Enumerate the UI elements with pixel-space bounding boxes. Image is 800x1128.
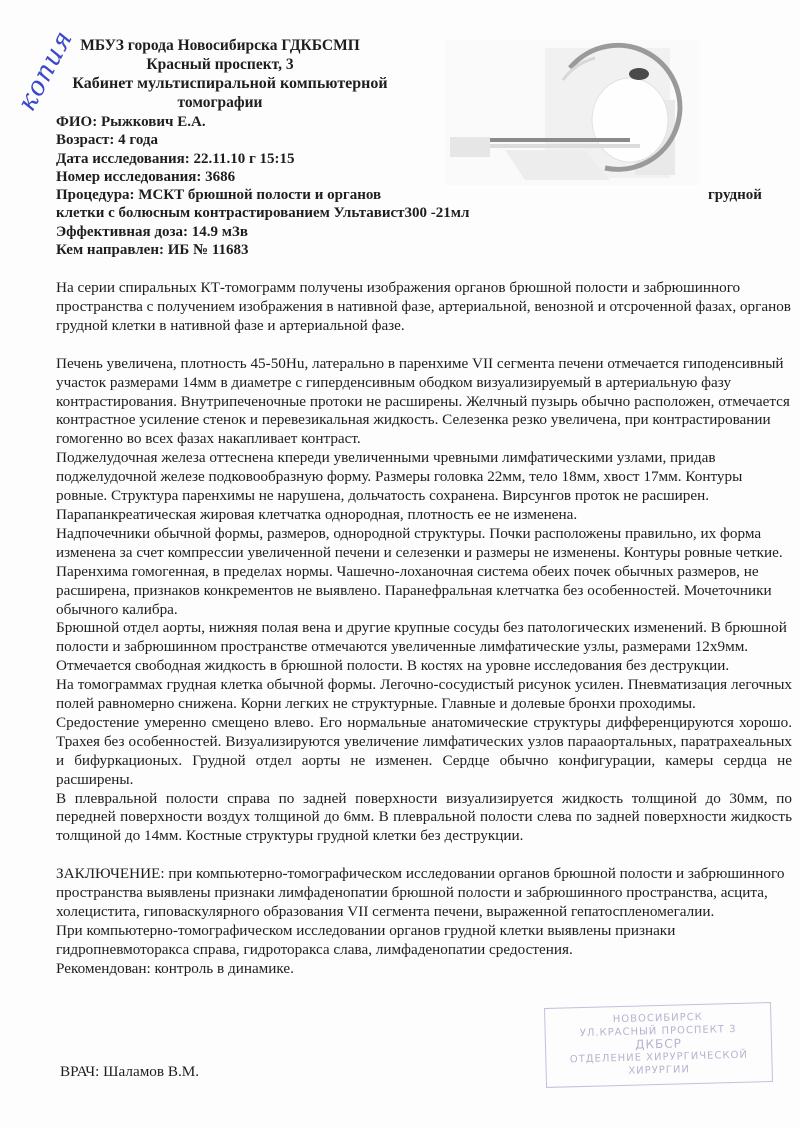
report-liver: Печень увеличена, плотность 45-50Hu, латерально в паренхиме VII сегмента печени отмечается гиподенсивный участок размерами 14мм в диаметре с гиперденсивным ободком визуализируемый в артериальную фазу контрастирования. Внутрипеченочные протоки не расширены. Желчный пузырь обычно расположен, отмечается контрастное усиление стенок и перевезикальная жидкость. Селезенка резко увеличена, при контрастировании гомогенно во всех фазах накапливает контраст. [56,354,790,448]
institution-address: Красный проспект, 3 [146,56,294,73]
study-date: Дата исследования: 22.11.10 г 15:15 [56,150,295,167]
patient-info [56,113,796,259]
stamp-line-1: НОВОСИБИРСК [612,1011,703,1026]
procedure-line-2: клетки с болюсным контрастированием Ультавист300 -21мл [56,205,470,222]
handwritten-copy-note: копия [12,25,80,117]
effective-dose: Эффективная доза: 14.9 мЗв [56,223,248,240]
report-mediastinum: Средостение умеренно смещено влево. Его нормальные анатомические структуры дифференцируются хорошо. Трахея без особенностей. Визуализируются увеличение лимфатических узлов парааортальных, паратрахеальных и бифуркационых. Грудной отдел аорты не изменен. Сердце обычно конфигурации, камеры сердца не расширены. [56,713,792,788]
study-number: Номер исследования: 3686 [56,168,236,185]
department-name-line1: Кабинет мультиспиральной компьютерной [72,75,388,92]
department-name-line2: томографии [177,94,263,111]
procedure-continuation: грудной [708,187,762,204]
patient-name: ФИО: Рыжкович Е.А. [56,114,206,130]
report-kidneys: Надпочечники обычной формы, размеров, однородной структуры. Почки расположены правильно, их форма изменена за счет компрессии увеличенной печени и селезенки и размеры не изменены. Контуры ровные четкие. Паренхима гомогенная, в пределах нормы. Чашечно-лоханочная система обеих почек обычных размеров, не расширена, признаков конкрементов не выявлено. Паранефральная клетчатка без особенностей. Мочеточники обычного калибра. [56,524,783,618]
document-header [60,36,388,112]
procedure-line-1 [56,186,796,204]
institution-stamp [544,1002,773,1088]
stamp-line-2: УЛ.КРАСНЫЙ ПРОСПЕКТ 3 [579,1023,737,1040]
stamp-line-3: ДКБСР [634,1036,683,1052]
report-chest: На томограммах грудная клетка обычной формы. Легочно-сосудистый рисунок усилен. Пневматизация легочных полей равномерно снижена. Корни легких не структурные. Главные и долевые бронхи проходимы. [56,676,792,713]
report-intro: На серии спиральных КТ-томограмм получены изображения органов брюшной полости и забрюшинного пространства с получением изображения в нативной фазе, артериальной, венозной и отсроченной фазах, органов грудной клетки в нативной фазе и артериальной фазе. [56,279,791,334]
procedure-text: Процедура: МСКТ брюшной полости и органов [56,187,382,204]
report-pancreas: Поджелудочная железа оттеснена кпереди увеличенными чревными лимфатическими узлами, придав поджелудочной железе подковообразную форму. Размеры головка 22мм, тело 18мм, хвост 17мм. Контуры ровные. Структура паренхимы не нарушена, дольчатость сохранена. Вирсунгов проток не расширен. Парапанкреатическая жировая клетчатка однородная, плотность ее не изменена. [56,449,743,523]
report-vessels: Брюшной отдел аорты, нижняя полая вена и другие крупные сосуды без патологических изменений. В брюшной полости и забрюшинном пространстве отмечаются увеличенные лимфатические узлы, размерами 12х9мм. Отмечается свободная жидкость в брюшной полости. В костях на уровне исследования без деструкции. [56,619,787,675]
doctor-signature-line: ВРАЧ: Шаламов В.М. [60,1063,200,1080]
conclusion-chest: При компьютерно-томографическом исследовании органов грудной клетки выявлены признаки гидропневмоторакса справа, гидроторакса слава, лимфаденопатии средостения. [56,922,676,958]
report-pleura: В плевральной полости справа по задней поверхности визуализируется жидкость толщиной до 30мм, по передней поверхности воздух толщиной до 6мм. В плевральной полости слева по задней поверхности жидкость толщиной до 14мм. Костные структуры грудной клетки без деструкции. [56,789,792,845]
recommendation: Рекомендован: контроль в динамике. [56,959,294,977]
stamp-line-4: ОТДЕЛЕНИЕ ХИРУРГИЧЕСКОЙ [569,1049,749,1066]
patient-age: Возраст: 4 года [56,132,158,149]
institution-name: МБУЗ города Новосибирска ГДКБСМП [80,37,360,54]
stamp-line-5: ХИРУРГИИ [628,1064,691,1077]
referred-by: Кем направлен: ИБ № 11683 [56,242,249,259]
report-body [56,279,792,979]
conclusion-abdomen: ЗАКЛЮЧЕНИЕ: при компьютерно-томографическом исследовании органов брюшной полости и забрюшинного пространства выявлены признаки лимфаденопатии брюшной полости и забрюшинного пространства, асцита, холецистита, гиповаскулярного образования VII сегмента печени, выраженной гепатоспленомегалии. [56,865,785,921]
